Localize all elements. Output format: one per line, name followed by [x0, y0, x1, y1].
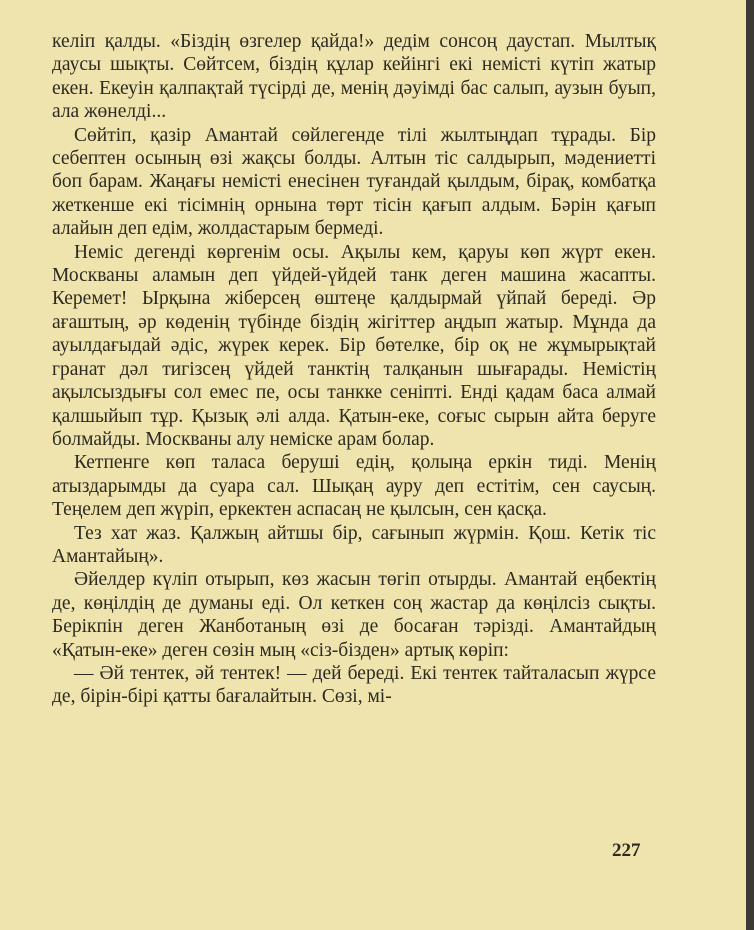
paragraph: Сөйтіп, қазір Амантай сөйлегенде тілі жылтыңдап тұрады. Бір себептен осының өзі жақсы болды. Алтын тіс салдырып, мәдениетті боп барам. Жаңағы немісті енесінен туғандай қылдым, бірақ, комбатқа жеткенше екі тісімнің орнына төрт тісін қағып алдым. Бәрін қағып алайын деп едім, жолдастарым бермеді.: [52, 124, 656, 240]
paragraph: Кетпенге көп таласа беруші едің, қолыңа еркін тиді. Менің атыздарымды да суара сал. Шықаң ауру деп естітім, сен саусың. Теңелем деп жүріп, еркектен аспасаң не қылсын, сен қасқа.: [52, 452, 656, 521]
paragraph: келіп қалды. «Біздің өзгелер қайда!» дедім сонсоң даустап. Мылтық даусы шықты. Сөйтсем, біздің құлар кейінгі екі немісті күтіп жатыр екен. Екеуін қалпақтай түсірді де, менің дәуімді бас салып, аузын буып, ала жөнелді...: [52, 31, 656, 123]
page-number: 227: [612, 840, 641, 861]
page-edge-shadow: [746, 0, 754, 930]
paragraph: Әйелдер күліп отырып, көз жасын төгіп отырды. Амантай еңбектің де, көңілдің де думаны еді. Ол кеткен соң жастар да көңілсіз сықты. Берікпін деген Жанботаның өзі де босаған тәрізді. Амантайдың «Қатын-еке» деген сөзін мың «сіз-бізден» артық көріп:: [52, 569, 656, 661]
paragraph: Неміс дегенді көргенім осы. Ақылы кем, қаруы көп жүрт екен. Москваны аламын деп үйдей-үйдей танк деген машина жасапты. Керемет! Ырқына жіберсең өштеңе қалдырмай үйпай береді. Әр ағаштың, әр көденің түбінде біздің жігіттер аңдып жатыр. Мұнда да ауылдағыдай әдіс, жүрек керек. Бір бөтелке, бір оқ не жұмырықтай гранат дәл тигізсең үйдей танктің талқанын шығарады. Немістің ақылсыздығы сол емес пе, осы танкке сеніпті. Енді қадам баса алмай қалшыйып тұр. Қызық әлі алда. Қатын-еке, соғыс сырын айта беруге болмайды. Москваны алу неміске арам болар.: [52, 241, 656, 450]
paragraph: Тез хат жаз. Қалжың айтшы бір, сағынып жүрмін. Қош. Кетік тіс Амантайың».: [52, 522, 656, 567]
paragraph: — Әй тентек, әй тентек! — дей береді. Екі тентек тайталасып жүрсе де, бірін-бірі қатты бағалайтын. Сөзі, мі-: [52, 662, 656, 708]
body-text: [52, 30, 656, 709]
